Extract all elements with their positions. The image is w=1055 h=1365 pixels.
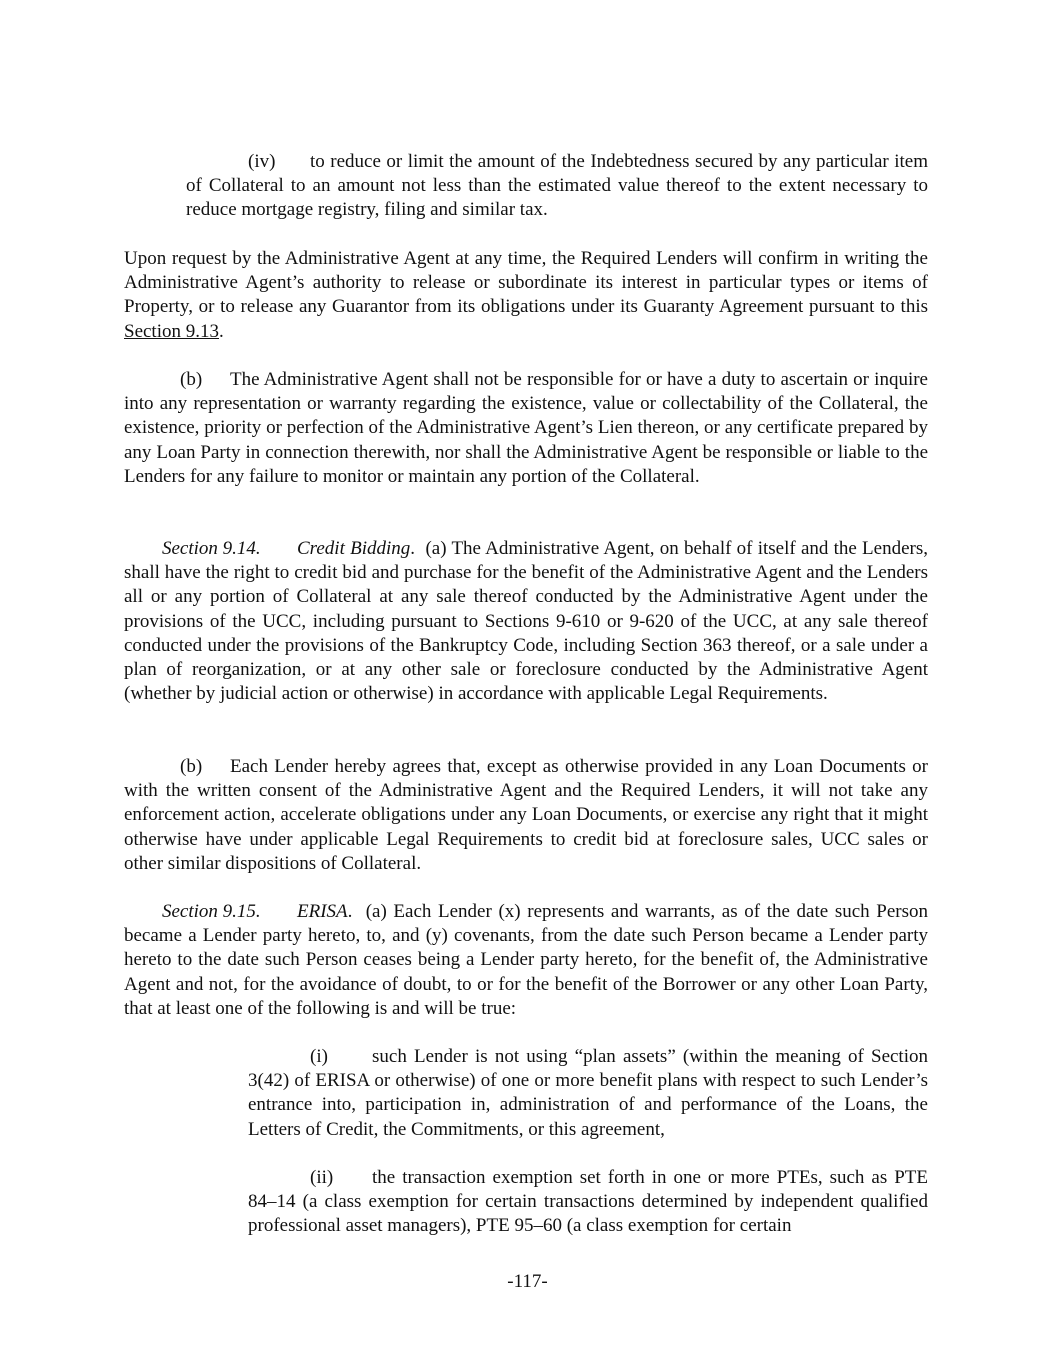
section-914-a: Section 9.14. Credit Bidding. (a) The Administrative Agent, on behalf of itself and the Lenders, shall have the right to credit bid and purchase for the benefit of the Administrative Agent and the Lenders all or any portion of Collateral at any sale thereof conducted by the Administrative Agent under the provisions of the UCC, including pursuant to Sections 9-610 or 9-620 of the UCC, at any sale thereof conducted under the provisions of the Bankruptcy Code, including Section 363 thereof, or a sale under a plan of reorganization, or at any other sale or foreclosure conducted by the Administrative Agent (whether by judicial action or otherwise) in accordance with applicable Legal Requirements. xyxy=(124,538,928,705)
paragraph-iv xyxy=(186,150,928,223)
section-915-title: ERISA xyxy=(297,901,348,922)
item-ii xyxy=(248,1166,928,1239)
section-914-title: Credit Bidding xyxy=(297,538,411,559)
section-914-a-text: (a) The Administrative Agent, on behalf of itself and the Lenders, shall have the right to credit bid and purchase for the benefit of the Administrative Agent and the Lenders all or any portion of Collateral at any sale thereof conducted by the Administrative Agent under the provisions of the UCC, including pursuant to Sections 9-610 or 9-620 of the UCC, at any sale thereof conducted under the provisions of the Bankruptcy Code, including Section 363 thereof, or a sale under a plan of reorganization, or at any other sale or foreclosure conducted by the Administrative Agent (whether by judicial action or otherwise) in accordance with applicable Legal Requirements. xyxy=(124,538,928,705)
item-text-ii: the transaction exemption set forth in one or more PTEs, such as PTE 84–14 (a class exemption for certain transactions determined by independent qualified professional asset managers), PTE 95–60 (a class exemption for certain xyxy=(248,1167,928,1237)
item-text-iv: to reduce or limit the amount of the Indebtedness secured by any particular item of Collateral to an amount not less than the estimated value thereof to the extent necessary to reduce mortgage registry, filing and similar tax. xyxy=(186,151,928,221)
section-913-link[interactable]: Section 9.13 xyxy=(124,320,219,342)
item-text-i: such Lender is not using “plan assets” (within the meaning of Section 3(42) of ERISA or otherwise) of one or more benefit plans with respect to such Lender’s entrance into, participation in, administration of and performance of the Loans, the Letters of Credit, the Commitments, or this agreement, xyxy=(248,1046,928,1140)
section-915-a: Section 9.15. ERISA. (a) Each Lender (x) represents and warrants, as of the date such Person became a Lender party hereto, to, and (y) covenants, from the date such Person became a Lender party hereto to the date such Person ceases being a Lender party hereto, for the benefit of, the Administrative Agent and not, for the avoidance of doubt, to or for the benefit of the Borrower or any other Loan Party, that at least one of the following is and will be true: xyxy=(124,901,928,1019)
section-914-number: Section 9.14. xyxy=(162,538,261,559)
paragraph-913-b-text: The Administrative Agent shall not be responsible for or have a duty to ascertain or inquire into any representation or warranty regarding the existence, value or collectability of the Collateral, the existence, priority or perfection of the Administrative Agent’s Lien thereon, or any certificate prepared by any Loan Party in connection therewith, nor shall the Administrative Agent be responsible or liable to the Lenders for any failure to monitor or maintain any portion of the Collateral. xyxy=(124,369,928,487)
section-915-number: Section 9.15. xyxy=(162,901,261,922)
paragraph-label-b: (b) xyxy=(180,369,203,390)
upon-request-text: Upon request by the Administrative Agent at any time, the Required Lenders will confirm in writing the Administrative Agent’s authority to release or subordinate its interest in particular types or items of Property, or to release any Guarantor from its obligations under its Guaranty Agreement pursuant to this xyxy=(124,248,928,318)
page-number: -117- xyxy=(507,1271,548,1292)
section-914-b xyxy=(124,755,928,876)
section-915-a-text: (a) Each Lender (x) represents and warrants, as of the date such Person became a Lender party hereto, to, and (y) covenants, from the date such Person became a Lender party hereto to the date such Person ceases being a Lender party hereto, for the benefit of, the Administrative Agent and not, for the avoidance of doubt, to or for the benefit of the Borrower or any other Loan Party, that at least one of the following is and will be true: xyxy=(124,901,928,1019)
section-914-b-text: Each Lender hereby agrees that, except as otherwise provided in any Loan Documents or with the written consent of the Administrative Agent and the Required Lenders, it will not take any enforcement action, accelerate obligations under any Loan Documents, or exercise any right that it might otherwise have under applicable Legal Requirements to credit bid at foreclosure sales, UCC sales or other similar dispositions of Collateral. xyxy=(124,756,928,874)
item-label-i: (i) xyxy=(310,1046,328,1067)
section-914-b-label: (b) xyxy=(180,756,203,777)
item-i xyxy=(248,1045,928,1142)
paragraph-upon-request xyxy=(124,247,928,344)
upon-request-end: . xyxy=(219,320,224,342)
item-label-ii: (ii) xyxy=(310,1167,334,1188)
item-label-iv: (iv) xyxy=(248,151,276,172)
paragraph-913-b xyxy=(124,368,928,489)
